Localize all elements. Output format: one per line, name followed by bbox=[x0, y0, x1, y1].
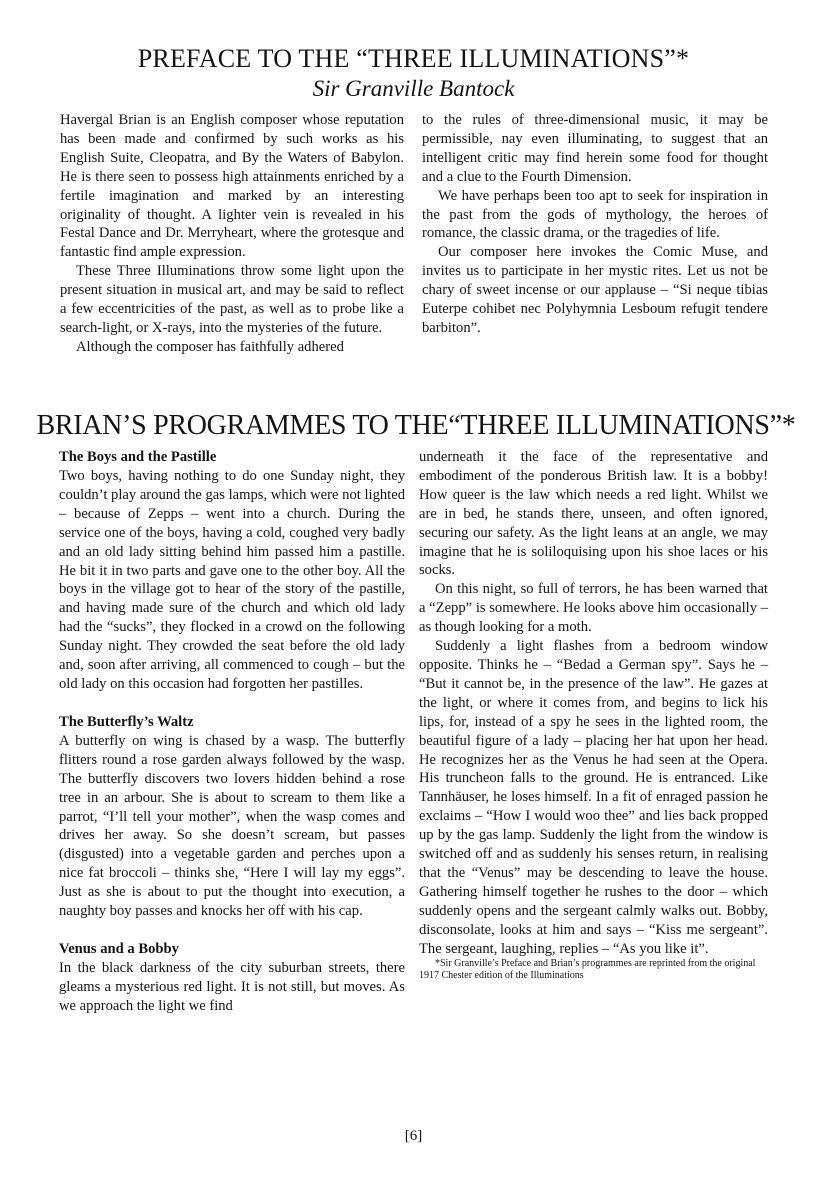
preface-paragraph: We have perhaps been too apt to seek for inspiration in the past from the gods of mythology, the heroes of romance, the classic drama, or the tragedies of life. bbox=[422, 187, 768, 242]
preface-left-column bbox=[60, 111, 404, 357]
venus-paragraph: On this night, so full of terrors, he has been warned that a “Zepp” is somewhere. He looks above him occasionally – as though looking for a moth. bbox=[419, 581, 768, 636]
footnote: *Sir Granville’s Preface and Brian’s programmes are reprinted from the original 1917 Chester edition of the Illuminations bbox=[419, 958, 756, 982]
preface-paragraph: Although the composer has faithfully adhered bbox=[76, 338, 344, 355]
programmes-left-column bbox=[59, 448, 405, 1016]
preface-paragraph: Our composer here invokes the Comic Muse, and invites us to participate in her mystic rites. Let us not be chary of sweet incense or our applause – “Si neque tibias Euterpe cohibet nec Polyhymnia Lesboum refugit tendere barbiton”. bbox=[422, 244, 768, 336]
section-heading-butterfly: The Butterfly’s Waltz bbox=[59, 713, 194, 730]
programmes-right-column bbox=[419, 448, 768, 982]
spacer bbox=[59, 694, 405, 713]
preface-paragraph: These Three Illuminations throw some light upon the present situation in musical art, and may be said to reflect a few eccentricities of the past, as well as to probe like a search-light, or X-rays, into the mysteries of the future. bbox=[60, 263, 404, 336]
section-heading-boys: The Boys and the Pastille bbox=[59, 449, 217, 465]
venus-paragraph: underneath it the face of the representative and embodiment of the ponderous British law. It is a bobby! How queer is the law which needs a red light. Whilst we are in bed, he stands there, unseen, and often ignored, securing our safety. As the light leans at an angle, we may imagine that he is soliloquising upon his shoe laces or his socks. bbox=[419, 449, 768, 579]
section-text-venus: In the black darkness of the city suburban streets, there gleams a mysterious red light. It is not still, but moves. As we approach the light we find bbox=[59, 959, 405, 1014]
section-text-boys: Two boys, having nothing to do one Sunday night, they couldn’t play around the gas lamps, which were not lighted – because of Zepps – went into a church. During the service one of the boys, having a cold, coughed very badly and an old lady sitting behind him passed him a pastille. He bit it in two parts and gave one to the other boy. All the boys in the village got to hear of the story of the pastille, and having made sure of the church and which old lady had the “sucks”, they flocked in a crowd on the following Sunday night. They crowded the seat before the old lady and, soon after arriving, all commenced to cough – but the old lady on this occasion had forgotten her pastilles. bbox=[59, 468, 405, 692]
venus-paragraph: Suddenly a light flashes from a bedroom window opposite. Thinks he – “Bedad a German spy”. Says he – “But it cannot be, in the presence of the law”. He gazes at the light, or where it comes from, and begins to lick his lips, for, instead of a spy he sees in the lighted room, the beautiful figure of a lady – placing her hat upon her head. He recognizes her as the Venus he had seen at the Opera. His truncheon falls to the ground. He is entranced. Like Tannhäuser, he loses himself. In a fit of enraged passion he exclaims – “How I would woo thee” and lies back propped up by the gas lamp. Suddenly the light from the window is switched off and as suddenly his senses return, in realising that the “Venus” may be descending to leave the house. Gathering himself together he rushes to the door – which suddenly opens and the sergeant calmly walks out. Bobby, disconsolate, looks at him and says – “Kiss me sergeant”. The sergeant, laughing, replies – “As you like it”. bbox=[419, 638, 768, 957]
preface-author: Sir Granville Bantock bbox=[312, 76, 515, 101]
preface-paragraph: to the rules of three-dimensional music, it may be permissible, nay even illuminating, to suggest that an intelligent critic may find herein some food for thought and a clue to the Fourth Dimension. bbox=[422, 112, 768, 185]
section-text-butterfly: A butterfly on wing is chased by a wasp. The butterfly flitters round a rose garden always followed by the wasp. The butterfly discovers two lovers hidden behind a rose tree in an arbour. She is about to scream to them like a parrot, “I’ll tell your mother”, when the wasp comes and drives her away. So she doesn’t scream, but passes (disgusted) into a vegetable garden and perches upon a nice fat broccoli – thinks she, “Here I will lay my eggs”. Just as she is about to put the thought into execution, a naughty boy passes and knocks her off with his cap. bbox=[59, 732, 405, 920]
spacer bbox=[59, 921, 405, 940]
preface-paragraph: Havergal Brian is an English composer whose reputation has been made and confirmed by such works as his English Suite, Cleopatra, and By the Waters of Babylon. He is there seen to possess high attainments enriched by a fertile imagination and marked by an interesting originality of thought. A lighter vein is revealed in his Festal Dance and Dr. Merryheart, where the grotesque and fantastic find ample expression. bbox=[60, 112, 404, 261]
preface-title: PREFACE TO THE “THREE ILLUMINATIONS”* bbox=[137, 44, 690, 73]
section-heading-venus: Venus and a Bobby bbox=[59, 940, 179, 957]
programmes-title: BRIAN’S PROGRAMMES TO THE“THREE ILLUMINATIONS”* bbox=[36, 410, 796, 441]
preface-right-column bbox=[422, 111, 768, 338]
page-number: [6] bbox=[404, 1128, 423, 1144]
